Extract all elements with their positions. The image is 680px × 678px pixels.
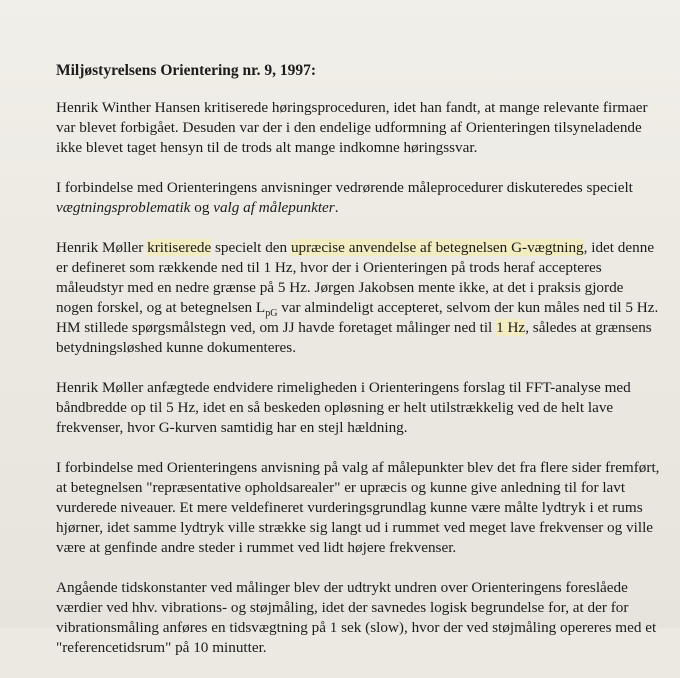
highlight-1-hz: 1 Hz	[496, 319, 526, 336]
paragraph-3-text-e: , således at grænsens betydningsløshed kunne dokumenteres.	[56, 319, 652, 356]
paragraph-3-text-c: , idet denne er defineret som rækkende ned til 1 Hz, hvor der i Orienteringen på trods heraf accepteres måleudstyr med en nedre grænse på 5 Hz. Jørgen Jakobsen mente ikke, at det i praksis gjorde nogen forskel, og at betegnelsen L	[56, 239, 655, 316]
paragraph-2	[56, 178, 662, 218]
document-body	[52, 62, 662, 678]
paragraph-2-italic-2: valg af målepunkter	[213, 199, 335, 216]
paragraph-4: Henrik Møller anfægtede endvidere rimeligheden i Orienteringens forslag til FFT-analyse med båndbredde op til 5 Hz, idet en så beskeden opløsning er helt utilstrækkelig ved de helt lave frekvenser, hvor G-kurven samtidig har en stejl hældning.	[56, 379, 631, 436]
paragraph-2-text-a: I forbindelse med Orienteringens anvisninger vedrørende måleprocedurer diskuteredes specielt	[56, 179, 633, 196]
paragraph-3-text-d: var almindeligt accepteret, selvom der kun måles ned til 5 Hz. HM stillede spørgsmålstegn ved, om JJ havde foretaget målinger ned til	[56, 299, 659, 336]
paragraph-5: I forbindelse med Orienteringens anvisning på valg af målepunkter blev det fra flere sider fremført, at betegnelsen "repræsentative opholdsarealer" er upræcis og kunne give anledning til for lavt vurderede niveauer. Et mere veldefineret vurderingsgrundlag kunne være målte lydtryk i et rums hjørner, idet samme lydtryk ville strække sig langt ud i rummet ved meget lave frekvenser og ville være at genfinde andre steder i rummet ved lidt højere frekvenser.	[56, 459, 660, 556]
paragraph-3-text-a: Henrik Møller	[56, 239, 148, 256]
paragraph-3	[56, 238, 662, 358]
paragraph-2-italic-1: vægtningsproblematik	[56, 199, 191, 216]
paragraph-6: Angående tidskonstanter ved målinger blev der udtrykt undren over Orienteringens foreslåede værdier ved hhv. vibrations- og støjmåling, idet der savnedes logisk begrundelse for, at der for vibrationsmåling anføres en tidsvægtning på 1 sek (slow), hvor der ved støjmåling opereres med et "referencetidsrum" på 10 minutter.	[56, 579, 657, 656]
paragraph-3-text-b: specielt den	[211, 239, 291, 256]
highlight-g-vaegtning: upræcise anvendelse af betegnelsen G-vægtning	[290, 239, 584, 256]
subscript-pg: pG	[265, 308, 278, 320]
document-title: Miljøstyrelsens Orientering nr. 9, 1997:	[56, 62, 317, 79]
highlight-kritiserede: kritiserede	[147, 239, 212, 256]
paragraph-1: Henrik Winther Hansen kritiserede høringsproceduren, idet han fandt, at mange relevante firmaer var blevet forbigået. Desuden var der i den endelige udformning af Orienteringen tilsyneladende ikke blevet taget hensyn til de trods alt mange indkomne høringssvar.	[56, 99, 648, 156]
paragraph-2-text-b: og	[190, 199, 214, 216]
paragraph-2-text-c: .	[334, 199, 339, 216]
